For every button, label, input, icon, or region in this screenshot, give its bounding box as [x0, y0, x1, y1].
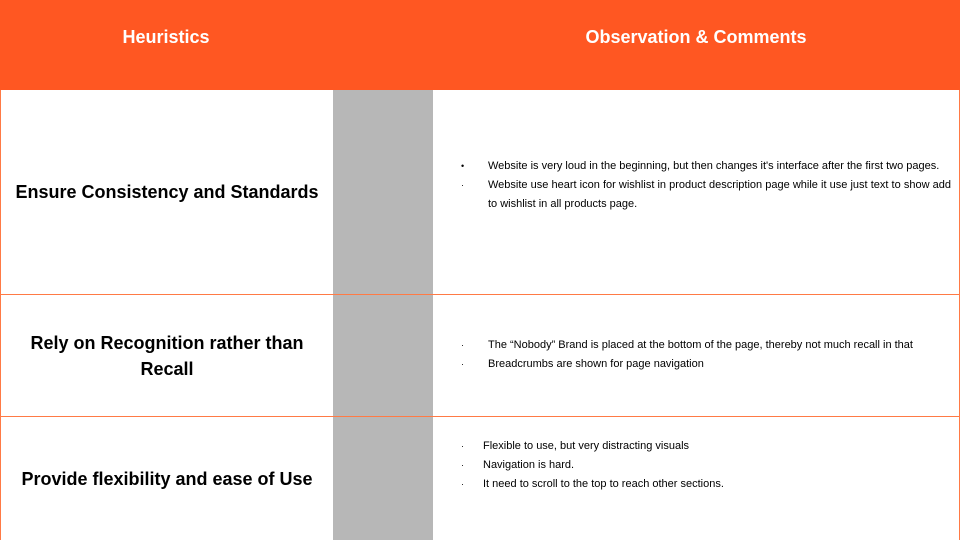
observation-list: [461, 437, 951, 494]
observation-text: It need to scroll to the top to reach other sections.: [483, 478, 724, 490]
observation-list: [461, 157, 951, 214]
bullet-icon: ·: [461, 479, 464, 489]
observation-text: Website use heart icon for wishlist in product description page while it use just text to show add to wishlist in all products page.: [488, 179, 951, 210]
list-item: [461, 336, 951, 355]
bullet-icon: •: [461, 161, 465, 171]
heuristic-label: Provide flexibility and ease of Use: [21, 468, 313, 489]
list-item: [461, 355, 951, 374]
bullet-icon: ·: [461, 460, 464, 470]
observation-text: Navigation is hard.: [483, 459, 575, 471]
bullet-icon: ·: [461, 180, 464, 190]
observation-text: Website is very loud in the beginning, but then changes it's interface after the first two pages.: [488, 160, 940, 172]
heuristic-label: Rely on Recognition rather than Recall: [30, 332, 304, 379]
table-header: [0, 0, 960, 90]
gray-column-cell: [333, 90, 433, 294]
bullet-icon: ·: [461, 441, 464, 451]
list-item: [461, 456, 951, 475]
observation-text: The “Nobody” Brand is placed at the bottom of the page, thereby not much recall in that: [488, 339, 913, 351]
observation-text: Flexible to use, but very distracting visuals: [483, 440, 690, 452]
gray-column-cell: [333, 417, 433, 540]
header-observations: Observation & Comments: [585, 26, 807, 47]
observation-text: Breadcrumbs are shown for page navigation: [488, 358, 704, 370]
heuristic-label: Ensure Consistency and Standards: [15, 182, 319, 202]
list-item: [461, 176, 951, 214]
observation-list: [461, 336, 951, 374]
table-row: [0, 90, 960, 295]
observation-cell: [433, 295, 959, 416]
bullet-icon: ·: [461, 359, 464, 369]
bullet-icon: ·: [461, 340, 464, 350]
list-item: [461, 475, 951, 494]
observation-cell: [433, 417, 959, 540]
list-item: [461, 437, 951, 456]
gray-column-cell: [333, 295, 433, 416]
list-item: [461, 157, 951, 176]
table-row: [0, 417, 960, 540]
observation-cell: [433, 90, 959, 294]
table-row: [0, 295, 960, 417]
header-heuristics: Heuristics: [122, 26, 210, 47]
